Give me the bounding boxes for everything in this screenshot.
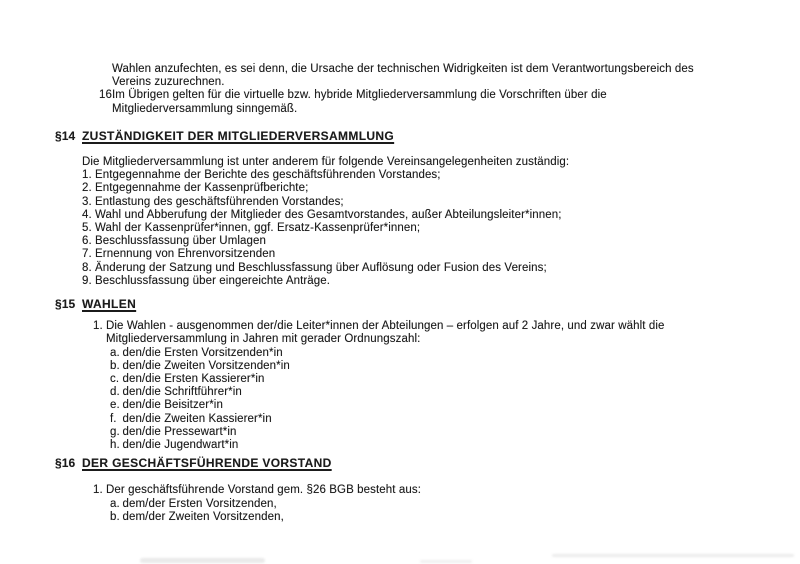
sub-item: [110, 386, 800, 399]
sub-item-letter: a.: [110, 346, 120, 359]
list-item-text: Entgegennahme der Kassenprüfberichte;: [95, 182, 309, 195]
sub-item-text: den/die Beisitzer*in: [122, 399, 223, 412]
list-item-text: Wahl der Kassenprüfer*innen, ggf. Ersatz-Kassenprüfer*innen;: [95, 222, 421, 235]
continuation-line: Vereins zuzurechnen.: [112, 76, 225, 89]
list-item: [82, 262, 800, 275]
section-16-heading: [55, 457, 800, 470]
list-item: [82, 275, 800, 288]
list-item-number: 6.: [82, 235, 92, 248]
sub-item-text: den/die Schriftführer*in: [122, 386, 242, 399]
list-item: [82, 196, 800, 209]
list-item-number: 1.: [93, 484, 103, 497]
section-14-intro: Die Mitgliederversammlung ist unter anderem für folgende Vereinsangelegenheiten zuständig:: [82, 156, 570, 169]
list-item-number: 4.: [82, 208, 92, 221]
list-item-number: 1.: [82, 169, 92, 182]
continuation-line: Wahlen anzufechten, es sei denn, die Ursache der technischen Widrigkeiten ist dem Verantwortungsbereich des: [112, 63, 694, 75]
sub-item-letter: f.: [110, 412, 117, 425]
section-16-body: [82, 484, 800, 524]
sub-item-text: dem/der Zweiten Vorsitzenden,: [122, 510, 284, 523]
sub-item-text: den/die Zweiten Kassierer*in: [122, 412, 272, 425]
sub-item-letter: e.: [110, 399, 120, 412]
list-item-number: 1.: [93, 320, 103, 333]
sub-item-letter: h.: [110, 439, 120, 452]
list-item: [93, 320, 800, 333]
sub-item: [110, 360, 800, 373]
sub-item-letter: b.: [110, 359, 120, 372]
list-item-16-wrap-line: Mitgliederversammlung sinngemäß.: [112, 102, 298, 115]
sub-item-letter: g.: [110, 425, 120, 438]
sub-item: [110, 413, 800, 426]
list-item-number: 8.: [82, 261, 92, 274]
list-item: [82, 222, 800, 235]
section-15-label: §15: [55, 297, 76, 312]
list-item: [82, 235, 800, 248]
sub-item: [110, 426, 800, 439]
scan-smudge: [552, 554, 794, 557]
sub-item-text: dem/der Ersten Vorsitzenden,: [122, 497, 277, 510]
list-item-text: Änderung der Satzung und Beschlussfassung über Auflösung oder Fusion des Vereins;: [95, 261, 547, 274]
list-item: [82, 209, 800, 222]
list-item-text: Entgegennahme der Berichte des geschäftsführenden Vorstandes;: [95, 169, 441, 182]
scan-smudge: [140, 558, 265, 563]
sub-item-letter: c.: [110, 373, 120, 386]
section-14-title: ZUSTÄNDIGKEIT DER MITGLIEDERVERSAMMLUNG: [82, 128, 395, 143]
sub-item-letter: b.: [110, 510, 120, 523]
sub-item-text: den/die Pressewart*in: [122, 425, 237, 438]
section-16-sub-list: [110, 498, 800, 524]
sub-item: [110, 498, 800, 511]
list-item-text: Wahl und Abberufung der Mitglieder des Gesamtvorstandes, außer Abteilungsleiter*innen;: [95, 208, 562, 221]
section-14-body: [82, 156, 800, 288]
section-15-title: WAHLEN: [82, 297, 137, 312]
sub-item-text: den/die Ersten Kassierer*in: [122, 373, 265, 386]
list-item-number: 5.: [82, 222, 92, 235]
paragraph-continuation: [99, 63, 800, 116]
list-item-text: Ernennung von Ehrenvorsitzenden: [95, 248, 276, 261]
list-item: [82, 182, 800, 195]
section-14-label: §14: [55, 128, 76, 143]
list-item-text: Entlastung des geschäftsführenden Vorstandes;: [95, 195, 344, 208]
section-14-heading: [55, 130, 800, 143]
sub-item-text: den/die Ersten Vorsitzenden*in: [122, 346, 283, 359]
sub-item: [110, 511, 800, 524]
section-15-item-1: [93, 320, 800, 452]
section-15-body: [82, 320, 800, 452]
section-16-item-1: [93, 484, 800, 524]
list-item: [82, 169, 800, 182]
list-item: [82, 248, 800, 261]
sub-item-text: den/die Zweiten Vorsitzenden*in: [122, 359, 290, 372]
list-item-wrap-line: Mitgliederversammlung in Jahren mit gerader Ordnungszahl:: [106, 333, 421, 346]
sub-item-letter: d.: [110, 386, 120, 399]
sub-item-text: den/die Jugendwart*in: [122, 439, 239, 452]
list-item-number: 9.: [82, 274, 92, 287]
list-item-number: 3.: [82, 195, 92, 208]
sub-item: [110, 439, 800, 452]
list-item: [93, 484, 800, 497]
list-item-number: 7.: [82, 248, 92, 261]
sub-item: [110, 399, 800, 412]
list-item-text: Beschlussfassung über eingereichte Anträge.: [95, 274, 331, 287]
scan-smudge: [420, 560, 472, 563]
list-item-text: Die Wahlen - ausgenommen der/die Leiter*innen der Abteilungen – erfolgen auf 2 Jahre, und zwar wählt die: [106, 320, 665, 333]
list-item-text: Im Übrigen gelten für die virtuelle bzw. hybride Mitgliederversammlung die Vorschriften über die: [112, 89, 607, 102]
list-item-number: 16.: [99, 89, 116, 102]
sub-item: [110, 347, 800, 360]
list-item-number: 2.: [82, 182, 92, 195]
list-item-text: Beschlussfassung über Umlagen: [95, 235, 267, 248]
section-14-list: [82, 169, 800, 288]
list-item-16: [99, 89, 800, 102]
section-16-title: DER GESCHÄFTSFÜHRENDE VORSTAND: [82, 456, 332, 471]
sub-item-letter: a.: [110, 497, 120, 510]
sub-item: [110, 373, 800, 386]
section-16-label: §16: [55, 456, 76, 471]
section-15-sub-list: [110, 347, 800, 453]
list-item-text: Der geschäftsführende Vorstand gem. §26 BGB besteht aus:: [106, 484, 422, 497]
section-15-heading: [55, 298, 800, 311]
